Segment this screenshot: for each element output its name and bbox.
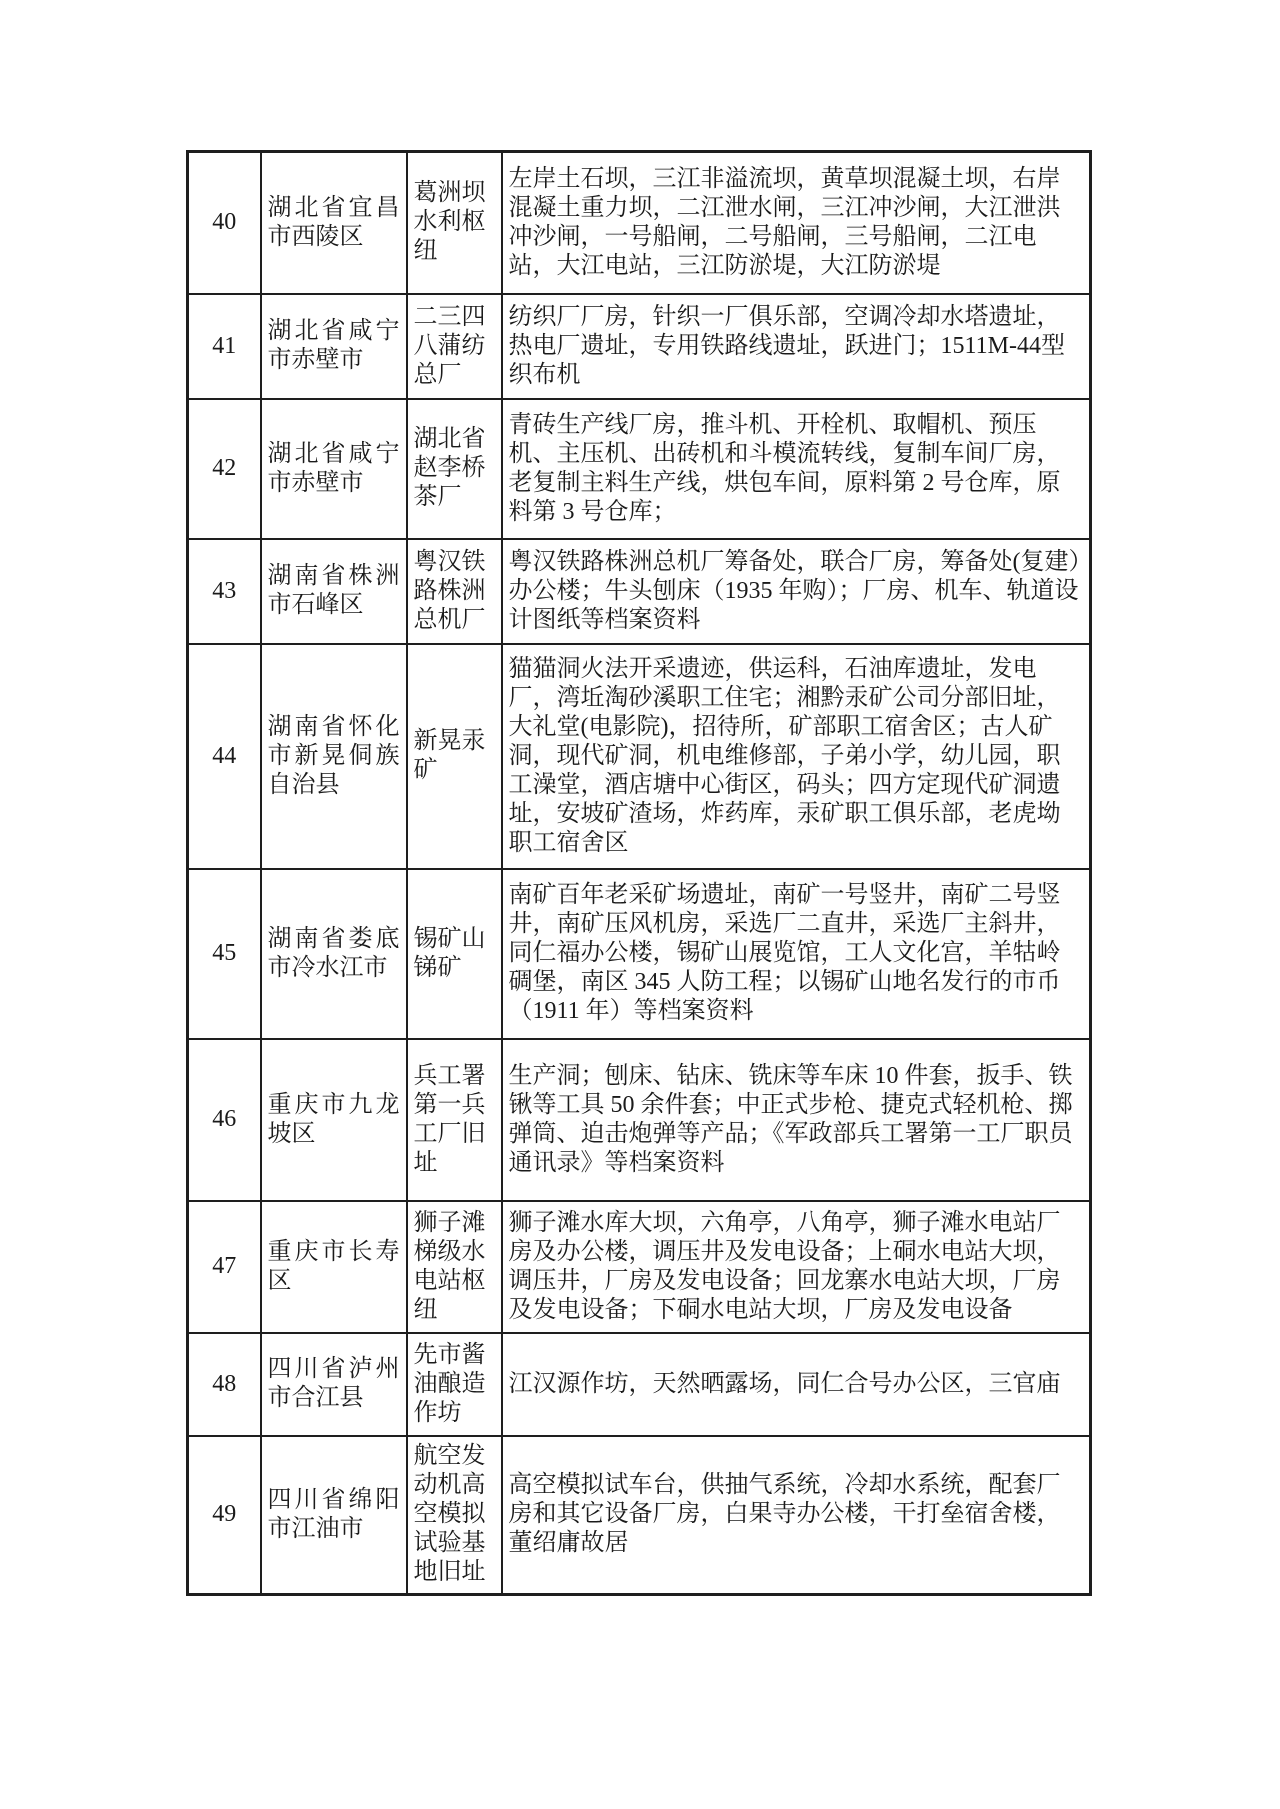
row-number: 45 <box>188 869 261 1039</box>
row-number: 49 <box>188 1436 261 1595</box>
table-row <box>188 399 1091 539</box>
location-cell: 湖北省咸宁市赤壁市 <box>261 294 407 399</box>
table-row <box>188 1333 1091 1436</box>
site-name-cell: 狮子滩梯级水电站枢纽 <box>407 1201 502 1333</box>
table-row <box>188 152 1091 294</box>
description-cell: 纺织厂厂房，针织一厂俱乐部，空调冷却水塔遗址，热电厂遗址，专用铁路线遗址，跃进门；1511M-44型织布机 <box>502 294 1091 399</box>
site-name-cell: 粤汉铁路株洲总机厂 <box>407 539 502 644</box>
row-number: 43 <box>188 539 261 644</box>
description-cell: 狮子滩水库大坝，六角亭，八角亭，狮子滩水电站厂房及办公楼，调压井及发电设备；上硐水电站大坝，调压井，厂房及发电设备；回龙寨水电站大坝，厂房及发电设备；下硐水电站大坝，厂房及发电设备 <box>502 1201 1091 1333</box>
table-row <box>188 539 1091 644</box>
row-number: 47 <box>188 1201 261 1333</box>
row-number: 42 <box>188 399 261 539</box>
site-name-cell: 锡矿山锑矿 <box>407 869 502 1039</box>
location-cell: 湖北省宜昌市西陵区 <box>261 152 407 294</box>
site-name-cell: 兵工署第一兵工厂旧址 <box>407 1039 502 1201</box>
location-cell: 重庆市九龙坡区 <box>261 1039 407 1201</box>
row-number: 41 <box>188 294 261 399</box>
location-cell: 重庆市长寿区 <box>261 1201 407 1333</box>
site-name-cell: 二三四八蒲纺总厂 <box>407 294 502 399</box>
row-number: 48 <box>188 1333 261 1436</box>
description-cell: 青砖生产线厂房，推斗机、开栓机、取帽机、预压机、主压机、出砖机和斗模流转线，复制车间厂房，老复制主料生产线，烘包车间，原料第 2 号仓库，原料第 3 号仓库； <box>502 399 1091 539</box>
table-row <box>188 294 1091 399</box>
table-row <box>188 869 1091 1039</box>
site-name-cell: 新晃汞矿 <box>407 644 502 869</box>
description-cell: 江汉源作坊，天然晒露场，同仁合号办公区，三官庙 <box>502 1333 1091 1436</box>
table-row <box>188 644 1091 869</box>
description-cell: 南矿百年老采矿场遗址，南矿一号竖井，南矿二号竖井，南矿压风机房，采选厂二直井，采选厂主斜井，同仁福办公楼，锡矿山展览馆，工人文化宫，羊牯岭碉堡，南区 345 人防工程；以锡矿山地名发行的市币（1911 年）等档案资料 <box>502 869 1091 1039</box>
description-cell: 粤汉铁路株洲总机厂筹备处，联合厂房，筹备处(复建）办公楼；牛头刨床（1935 年购）；厂房、机车、轨道设计图纸等档案资料 <box>502 539 1091 644</box>
location-cell: 四川省绵阳市江油市 <box>261 1436 407 1595</box>
table-row <box>188 1436 1091 1595</box>
location-cell: 湖南省株洲市石峰区 <box>261 539 407 644</box>
row-number: 44 <box>188 644 261 869</box>
site-name-cell: 先市酱油酿造作坊 <box>407 1333 502 1436</box>
site-name-cell: 航空发动机高空模拟试验基地旧址 <box>407 1436 502 1595</box>
site-name-cell: 葛洲坝水利枢纽 <box>407 152 502 294</box>
description-cell: 高空模拟试车台，供抽气系统，冷却水系统，配套厂房和其它设备厂房，白果寺办公楼，干打垒宿舍楼，董绍庸故居 <box>502 1436 1091 1595</box>
location-cell: 湖北省咸宁市赤壁市 <box>261 399 407 539</box>
location-cell: 湖南省怀化市新晃侗族自治县 <box>261 644 407 869</box>
row-number: 40 <box>188 152 261 294</box>
site-name-cell: 湖北省赵李桥茶厂 <box>407 399 502 539</box>
row-number: 46 <box>188 1039 261 1201</box>
description-cell: 生产洞；刨床、钻床、铣床等车床 10 件套，扳手、铁锹等工具 50 余件套；中正式步枪、捷克式轻机枪、掷弹筒、迫击炮弹等产品；《军政部兵工署第一工厂职员通讯录》等档案资料 <box>502 1039 1091 1201</box>
description-cell: 左岸土石坝，三江非溢流坝，黄草坝混凝土坝，右岸混凝土重力坝，二江泄水闸，三江冲沙闸，大江泄洪冲沙闸，一号船闸，二号船闸，三号船闸，二江电站，大江电站，三江防淤堤，大江防淤堤 <box>502 152 1091 294</box>
table-row <box>188 1201 1091 1333</box>
table-row <box>188 1039 1091 1201</box>
location-cell: 湖南省娄底市冷水江市 <box>261 869 407 1039</box>
description-cell: 猫猫洞火法开采遗迹，供运科，石油库遗址，发电厂，湾坵淘砂溪职工住宅；湘黔汞矿公司分部旧址，大礼堂(电影院)，招待所，矿部职工宿舍区；古人矿洞，现代矿洞，机电维修部，子弟小学，幼儿园，职工澡堂，酒店塘中心街区，码头；四方定现代矿洞遗址，安坡矿渣场，炸药库，汞矿职工俱乐部，老虎坳职工宿舍区 <box>502 644 1091 869</box>
heritage-table <box>186 150 1092 1596</box>
location-cell: 四川省泸州市合江县 <box>261 1333 407 1436</box>
